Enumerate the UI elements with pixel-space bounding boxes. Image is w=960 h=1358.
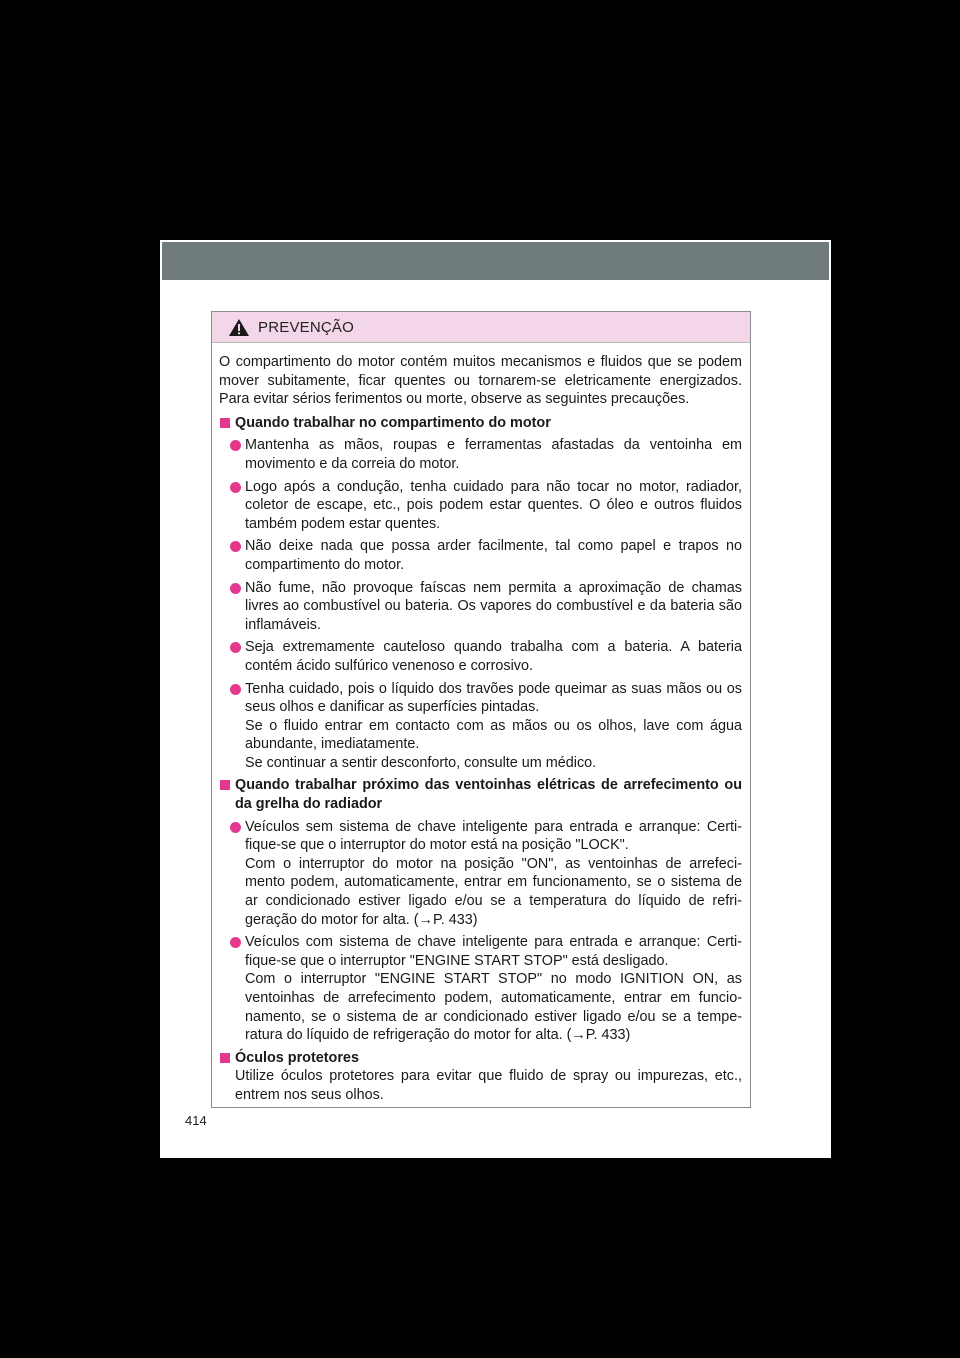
manual-page — [160, 240, 831, 1158]
list-item-text: Veículos com sistema de chave inteligente para entrada e arranque: Certi- fique-se que o interruptor "ENGINE START STOP" está desligado. — [245, 934, 742, 969]
section-engine-compartment — [219, 414, 742, 433]
list-item-text: Não deixe nada que possa arder facilmente, tal como papel e trapos no compartimento do motor. — [245, 538, 742, 573]
list-item-text: Com o interruptor do motor na posição "ON", as ventoinhas de arrefeci- mento podem, automaticamente, entrar em funcionamento, se o sistema de ar condicionado estiver ligado e/ou se a temperatura do líquido de refri- geração do motor for alta. (→P. 433) — [245, 855, 742, 928]
list-item-text: Tenha cuidado, pois o líquido dos travões pode queimar as suas mãos ou os seus olhos e danificar as superfícies pintadas. — [245, 680, 742, 716]
list-item-text: Não fume, não provoque faíscas nem permita a aproximação de chamas livres ao combustível ou bateria. Os vapores do combustível e da bateria são inflamáveis. — [245, 579, 742, 633]
list-item-text: Seja extremamente cauteloso quando trabalha com a bateria. A bateria contém ácido sulfúrico venenoso e corrosivo. — [245, 639, 742, 674]
warning-intro: O compartimento do motor contém muitos mecanismos e fluidos que se podem mover subitamente, ficar quentes ou tornarem-se eletricamente energizados. Para evitar sérios ferimentos ou morte, observe as seguintes precauções. — [219, 354, 742, 408]
list-item — [219, 537, 742, 574]
section-text: Utilize óculos protetores para evitar que fluido de spray ou impurezas, etc., entrem nos seus olhos. — [235, 1068, 742, 1103]
round-bullet-icon — [230, 482, 241, 493]
list-item-text: Com o interruptor "ENGINE START STOP" no modo IGNITION ON, as ventoinhas de arrefecimento podem, automaticamente, entrar em funcio- namento, se o sistema de ar condicionado estiver ligado e/ou se a tempe- ratura do líquido de refrigeração do motor for alta. (→P. 433) — [245, 971, 742, 1044]
square-bullet-icon — [220, 780, 230, 790]
list-item — [219, 436, 742, 473]
list-item-text: Se continuar a sentir desconforto, consulte um médico. — [245, 754, 597, 771]
list-item — [219, 933, 742, 1045]
list-item — [219, 579, 742, 635]
list-item-text: Mantenha as mãos, roupas e ferramentas afastadas da ventoinha em movimento e da correia do motor. — [245, 437, 742, 472]
round-bullet-icon — [230, 684, 241, 695]
section-title: Quando trabalhar no compartimento do motor — [235, 414, 551, 431]
round-bullet-icon — [230, 937, 241, 948]
list-item — [219, 680, 742, 773]
section-title: Óculos protetores — [235, 1049, 359, 1066]
page-number: 414 — [185, 1113, 207, 1128]
round-bullet-icon — [230, 642, 241, 653]
warning-triangle-icon — [228, 318, 250, 337]
section-cooling-fans — [219, 776, 742, 813]
square-bullet-icon — [220, 418, 230, 428]
round-bullet-icon — [230, 541, 241, 552]
section-protective-glasses — [219, 1049, 742, 1105]
round-bullet-icon — [230, 440, 241, 451]
list-item — [219, 818, 742, 930]
list-item — [219, 638, 742, 675]
warning-title: PREVENÇÃO — [258, 318, 354, 336]
square-bullet-icon — [220, 1053, 230, 1063]
list-item-text: Se o fluido entrar em contacto com as mãos ou os olhos, lave com água abundante, imediatamente. — [245, 717, 742, 753]
warning-box — [211, 311, 751, 1108]
list-item — [219, 478, 742, 534]
round-bullet-icon — [230, 822, 241, 833]
round-bullet-icon — [230, 583, 241, 594]
warning-header — [212, 312, 750, 343]
warning-body — [212, 343, 750, 1105]
section-title: Quando trabalhar próximo das ventoinhas elétricas de arrefecimento ou da grelha do radiador — [235, 777, 742, 813]
list-item-text: Logo após a condução, tenha cuidado para não tocar no motor, radiador, coletor de escape, etc., pois podem estar quentes. O óleo e outros fluidos também podem estar quentes. — [245, 478, 742, 532]
list-item-text: Veículos sem sistema de chave inteligente para entrada e arranque: Certi- fique-se que o interruptor do motor está na posição "LOCK". — [245, 818, 742, 854]
header-band — [162, 242, 829, 280]
